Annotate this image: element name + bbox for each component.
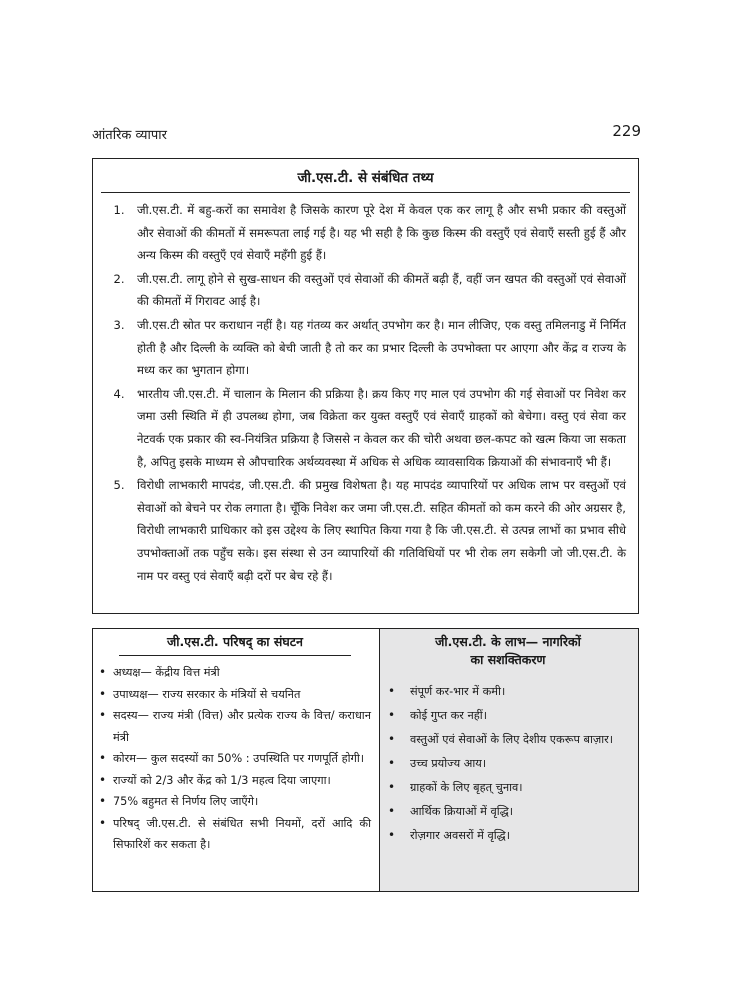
gst-benefits-title	[396, 633, 620, 671]
fact-text: जी.एस.टी. लागू होने से सुख-साधन की वस्तुओं एवं सेवाओं की कीमतें बढ़ी हैं, वहीं जन खपत की वस्तुओं एवं सेवाओं की कीमतों में गिरावट आई है।	[137, 271, 626, 309]
list-item-text: ग्राहकों के लिए बृहत् चुनाव।	[410, 781, 523, 794]
gst-facts-list	[93, 193, 638, 587]
bullet-icon: •	[99, 794, 107, 808]
gst-council-benefits-box	[92, 628, 639, 892]
fact-number: 5.	[113, 478, 125, 493]
list-item-text: कोरम— कुल सदस्यों का 50% : उपस्थिति पर गणपूर्ति होगी।	[113, 752, 365, 765]
list-item	[99, 662, 371, 684]
list-item-text: परिषद् जी.एस.टी. से संबंधित सभी नियमों, दरों आदि की सिफारिशें कर सकता है।	[113, 816, 371, 851]
list-item-text: कोई गुप्त कर नहीं।	[410, 709, 487, 722]
list-item-text: राज्यों को 2/3 और केंद्र को 1/3 महत्व दिया जाएगा।	[113, 773, 331, 787]
list-item	[99, 705, 371, 748]
gst-benefits-panel	[380, 629, 638, 891]
list-item-text: उपाध्यक्ष— राज्य सरकार के मंत्रियों से चयनित	[113, 687, 301, 701]
bullet-icon: •	[99, 708, 107, 722]
fact-item	[101, 199, 626, 267]
list-item	[388, 753, 628, 774]
list-item-text: संपूर्ण कर-भार में कमी।	[410, 685, 506, 698]
list-item-text: अध्यक्ष— केंद्रीय वित्त मंत्री	[113, 666, 220, 679]
list-item	[388, 705, 628, 726]
list-item-text: 75% बहुमत से निर्णय लिए जाएँगे।	[113, 795, 259, 808]
bullet-icon: •	[99, 686, 107, 701]
list-item-text: सदस्य— राज्य मंत्री (वित्त) और प्रत्येक राज्य के वित्त/ कराधान मंत्री	[113, 709, 371, 744]
list-item-text: आर्थिक क्रियाओं में वृद्धि।	[410, 805, 514, 818]
fact-number: 4.	[113, 386, 125, 401]
list-item	[388, 801, 628, 822]
gst-benefits-title-line1: जी.एस.टी. के लाभ— नागरिकों	[435, 634, 581, 649]
bullet-icon: •	[388, 708, 396, 722]
council-composition-list	[99, 662, 371, 856]
bullet-icon: •	[99, 665, 107, 679]
gst-benefits-list	[388, 681, 628, 846]
list-item	[99, 684, 371, 706]
council-composition-panel	[93, 629, 380, 891]
gst-facts-box	[92, 158, 639, 614]
fact-item	[101, 314, 626, 382]
council-composition-title: जी.एस.टी. परिषद् का संघटन	[119, 633, 351, 656]
fact-text: विरोधी लाभकारी मापदंड, जी.एस.टी. की प्रमुख विशेषता है। यह मापदंड व्यापारियों पर अधिक लाभ पर वस्तुओं एवं सेवाओं को बेचने पर रोक लगाता है। चूँकि निवेश कर जमा जी.एस.टी. सहित कीमतों को कम करने की ओर अग्रसर है, विरोधी लाभकारी प्राधिकार को इस उद्देश्य के लिए स्थापित किया गया है कि जी.एस.टी. से उत्पन्न लाभों का प्रभाव सीधे उपभोक्ताओं तक पहुँच सके। इस संस्था से उन व्यापारियों की गतिविधियों पर भी रोक लग सकेगी जो जी.एस.टी. के नाम पर वस्तु एवं सेवाएँ बढ़ी दरों पर बेच रहे हैं।	[137, 478, 626, 583]
bullet-icon: •	[388, 804, 396, 818]
list-item	[99, 791, 371, 813]
fact-number: 3.	[113, 317, 125, 332]
list-item	[388, 729, 628, 750]
bullet-icon: •	[388, 756, 396, 770]
fact-text: जी.एस.टी. में बहु-करों का समावेश है जिसके कारण पूरे देश में केवल एक कर लागू है और सभी प्रकार की वस्तुओं और सेवाओं की कीमतों में समरूपता लाई गई है। यह भी सही है कि कुछ किस्म की वस्तुएँ एवं सेवाएँ सस्ती हुई हैं और अन्य किस्म की वस्तुएँ एवं सेवाएँ महँगी हुई हैं।	[137, 203, 626, 263]
bullet-icon: •	[388, 828, 396, 842]
list-item	[388, 777, 628, 798]
fact-text: जी.एस.टी स्रोत पर कराधान नहीं है। यह गंतव्य कर अर्थात् उपभोग कर है। मान लीजिए, एक वस्तु तमिलनाडु में निर्मित होती है और दिल्ली के व्यक्ति को बेची जाती है तो कर का प्रभार दिल्ली के उपभोक्ता पर आएगा और केंद्र व राज्य के मध्य कर का भुगतान होगा।	[137, 317, 626, 378]
bullet-icon: •	[388, 732, 396, 746]
bullet-icon: •	[99, 815, 107, 830]
page-number: 229	[612, 122, 641, 140]
fact-item	[101, 383, 626, 473]
bullet-icon: •	[99, 772, 107, 787]
list-item-text: वस्तुओं एवं सेवाओं के लिए देशीय एकरूप बाज़ार।	[410, 733, 614, 746]
list-item	[99, 770, 371, 792]
fact-item	[101, 474, 626, 587]
fact-item	[101, 268, 626, 313]
list-item	[388, 825, 628, 846]
list-item-text: रोज़गार अवसरों में वृद्धि।	[410, 829, 510, 842]
fact-number: 2.	[113, 271, 125, 286]
fact-number: 1.	[113, 203, 125, 217]
list-item-text: उच्च प्रयोज्य आय।	[410, 757, 487, 770]
gst-facts-title: जी.एस.टी. से संबंधित तथ्य	[297, 170, 434, 186]
bullet-icon: •	[388, 684, 396, 698]
bullet-icon: •	[388, 780, 396, 794]
list-item	[388, 681, 628, 702]
list-item	[99, 748, 371, 770]
running-header-section: आंतरिक व्यापार	[92, 128, 167, 143]
bullet-icon: •	[99, 751, 107, 765]
list-item	[99, 813, 371, 856]
gst-benefits-title-line2: का सशक्तिकरण	[470, 652, 546, 667]
fact-text: भारतीय जी.एस.टी. में चालान के मिलान की प्रक्रिया है। क्रय किए गए माल एवं उपभोग की गई सेवाओं पर निवेश कर जमा उसी स्थिति में ही उपलब्ध होगा, जब विक्रेता कर युक्त वस्तुएँ एवं सेवाएँ ग्राहकों को बेचेगा। वस्तु एवं सेवा कर नेटवर्क एक प्रकार की स्व-नियंत्रित प्रक्रिया है जिससे न केवल कर की चोरी अथवा छल-कपट को खत्म किया जा सकता है, अपितु इसके माध्यम से औपचारिक अर्थव्यवस्था में अधिक से अधिक व्यावसायिक क्रियाओं की संभावनाएँ भी हैं।	[137, 386, 626, 469]
